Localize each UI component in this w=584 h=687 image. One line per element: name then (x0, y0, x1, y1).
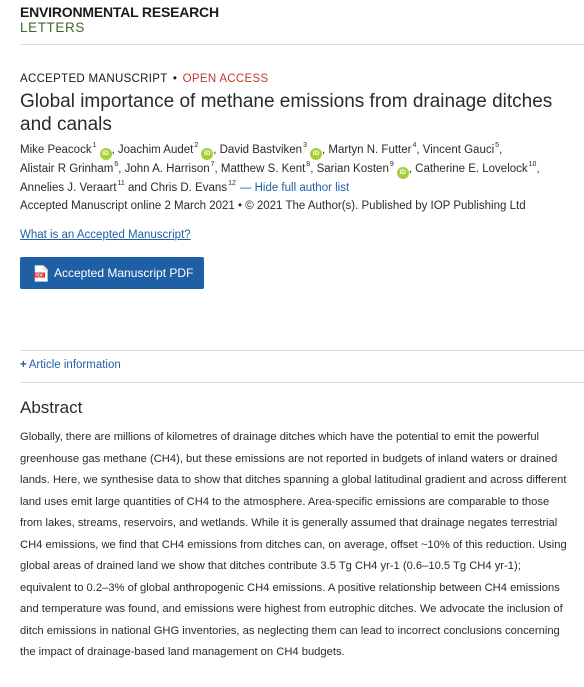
author-name-text: Vincent Gauci (422, 144, 495, 156)
author-name[interactable] (423, 144, 499, 156)
author-name-text: John A. Harrison (124, 163, 210, 175)
author-list (20, 141, 576, 198)
section-divider (20, 350, 584, 351)
open-access-badge: OPEN ACCESS (182, 73, 269, 85)
author-affiliation-number: 7 (210, 161, 215, 168)
author-affiliation-number: 11 (117, 180, 125, 187)
author-name[interactable] (317, 163, 409, 175)
author-name-text: Matthew S. Kent (220, 163, 306, 175)
author-name[interactable] (20, 182, 125, 194)
journal-logo-line2: LETTERS (20, 20, 85, 35)
article-eyebrow (20, 72, 268, 86)
author-affiliation-number: 8 (306, 161, 311, 168)
article-information-label: Article information (28, 359, 121, 371)
accepted-manuscript-pdf-button[interactable] (20, 257, 204, 289)
manuscript-type: ACCEPTED MANUSCRIPT (20, 73, 168, 85)
pdf-icon (34, 265, 48, 282)
abstract-heading: Abstract (20, 398, 83, 417)
orcid-icon[interactable]: iD (100, 148, 112, 160)
author-affiliation-number: 4 (412, 142, 417, 149)
author-affiliation-number: 5 (495, 142, 500, 149)
journal-logo[interactable] (20, 4, 219, 36)
author-name[interactable] (221, 163, 310, 175)
header-divider (20, 44, 584, 45)
author-name-text: Joachim Audet (117, 144, 194, 156)
eyebrow-separator: • (172, 73, 178, 85)
author-name[interactable] (328, 144, 416, 156)
author-affiliation-number: 1 (92, 142, 97, 149)
author-affiliation-number: 6 (114, 161, 119, 168)
author-name-text: Chris D. Evans (150, 182, 228, 194)
orcid-icon[interactable]: iD (201, 148, 213, 160)
orcid-icon[interactable]: iD (310, 148, 322, 160)
journal-logo-line1: ENVIRONMENTAL RESEARCH (20, 4, 219, 20)
author-names: Mike Peacock$^1$iD , Joachim Audet$^2$iD , David Bastviken$^3$iD , Martyn N. Futter$^4$, Vincent Gauci$^5$, Alistair R Grinham$^6$, John A. Harrison$^7$, Matthew S. Kent$^8$, Sarian Kosten$^9$iD , Catherine E. Lovelock$^{10}$, Annelies J. Veraart$^{11}$ and Chris D. Evans$^{12}$ (20, 142, 540, 194)
hide-author-list-link[interactable] (240, 182, 349, 194)
orcid-icon[interactable]: iD (397, 167, 409, 179)
article-title: Global importance of methane emissions from drainage ditches and canals (20, 91, 553, 135)
author-name[interactable] (118, 144, 213, 156)
what-is-accepted-manuscript-link[interactable]: What is an Accepted Manuscript? (20, 229, 191, 241)
minus-icon: — (239, 182, 252, 194)
author-name-text: Catherine E. Lovelock (415, 163, 528, 175)
author-name[interactable] (20, 144, 112, 156)
author-name-text: Martyn N. Futter (328, 144, 412, 156)
abstract-text: Globally, there are millions of kilometres of drainage ditches which have the potential to emit the powerful greenhouse gas methane (CH4), but these emissions are not reported in budgets of inland waters or drained lands. Here, we synthesise data to show that ditches spanning a global latitudinal gradient and across different land uses emit large quantities of CH4 to the atmosphere. Area-specific emissions are comparable to those from lakes, streams, reservoirs, and wetlands. While it is generally assumed that drainage negates terrestrial CH4 emissions, we find that CH4 emissions from ditches can, on average, offset ~10% of this reduction. Using global areas of drained land we show that ditches contribute 3.5 Tg CH4 yr-1 (0.6–10.5 Tg CH4 yr-1); equivalent to 0.2–3% of global anthropogenic CH4 emissions. A positive relationship between CH4 emissions and temperature was found, and emissions were highest from eutrophic ditches. We advocate the inclusion of ditch emissions in national GHG inventories, as neglecting them can lead to incorrect conclusions concerning the impact of drainage-based land management on CH4 budgets. (20, 431, 567, 658)
author-affiliation-number: 10 (528, 161, 537, 168)
pdf-icon-label: PDF (35, 272, 44, 277)
author-name-text: Annelies J. Veraart (20, 182, 117, 194)
author-name[interactable] (220, 144, 322, 156)
pdf-button-label: Accepted Manuscript PDF (54, 266, 194, 280)
hide-author-list-label: Hide full author list (254, 182, 350, 194)
author-affiliation-number: 2 (194, 142, 199, 149)
author-affiliation-number: 12 (228, 180, 236, 187)
author-name[interactable] (150, 182, 235, 194)
author-name[interactable] (20, 163, 118, 175)
author-affiliation-number: 3 (303, 142, 307, 149)
author-name[interactable] (415, 163, 536, 175)
author-name-text: Alistair R Grinham (20, 163, 114, 175)
section-divider-lower (20, 382, 584, 383)
plus-icon: + (20, 359, 27, 371)
author-name-text: Mike Peacock (20, 144, 92, 156)
author-name-text: Sarian Kosten (316, 163, 389, 175)
article-information-toggle[interactable] (20, 358, 121, 372)
author-name[interactable] (125, 163, 215, 175)
publication-meta: Accepted Manuscript online 2 March 2021 • © 2021 The Author(s). Published by IOP Publishing Ltd (20, 200, 526, 212)
author-name-text: David Bastviken (219, 144, 303, 156)
author-affiliation-number: 9 (389, 161, 394, 168)
